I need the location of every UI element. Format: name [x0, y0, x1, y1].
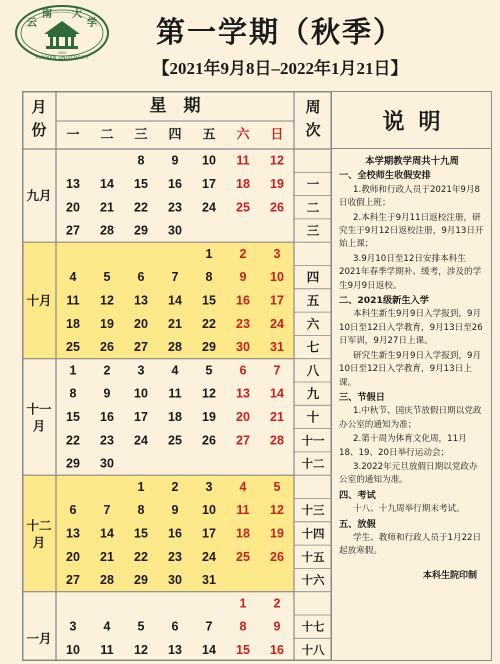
- notes-section-item: 学生、教师和行政人员于1月22日起放寒假。: [339, 532, 482, 557]
- day-number: 16: [100, 409, 114, 424]
- header: [0, 0, 500, 86]
- week-number: 三: [306, 223, 320, 239]
- day-number: 8: [137, 503, 145, 518]
- day-number: 3: [205, 479, 213, 494]
- day-number: 13: [66, 526, 80, 541]
- day-number: 4: [69, 270, 77, 285]
- weekday-label: 日: [270, 127, 284, 143]
- notes-sections: [339, 169, 485, 558]
- week-header-char: 周: [305, 98, 321, 116]
- day-number: 13: [66, 176, 80, 191]
- day-number: 18: [168, 409, 182, 424]
- week-number: 二: [306, 199, 320, 215]
- day-number: 6: [69, 503, 77, 518]
- month-label: 十二: [26, 517, 52, 533]
- day-number: 22: [202, 316, 216, 331]
- day-number: 21: [168, 316, 182, 331]
- university-logo: [14, 4, 110, 62]
- day-number: 23: [236, 316, 250, 331]
- day-number: 26: [270, 549, 284, 564]
- logo-en-text: YUNNAN UNIVERSITY: [35, 56, 89, 61]
- month-label: 十月: [26, 292, 52, 308]
- week-number: 十六: [301, 573, 325, 588]
- day-number: 28: [100, 573, 114, 588]
- week-number: 四: [306, 269, 320, 285]
- day-number: 14: [100, 526, 114, 541]
- day-number: 16: [270, 642, 284, 657]
- day-number: 17: [202, 176, 216, 191]
- day-number: 17: [270, 293, 284, 308]
- week-number: 一: [306, 176, 320, 192]
- notes-section-item: 十八、十九周举行期末考试。: [353, 504, 465, 515]
- week-number: 八: [306, 362, 320, 378]
- day-number: 20: [66, 200, 80, 215]
- day-number: 31: [202, 573, 216, 588]
- day-number: 7: [171, 270, 179, 285]
- date-range-subtitle: 【2021年9月8日–2022年1月21日】: [152, 59, 408, 78]
- day-number: 21: [100, 200, 114, 215]
- notes-footer: 本科生院印制: [422, 570, 477, 581]
- day-number: 3: [273, 246, 281, 261]
- day-number: 30: [100, 456, 114, 471]
- weekday-label: 二: [100, 127, 114, 143]
- day-number: 2: [171, 479, 179, 494]
- week-number: 六: [306, 316, 320, 332]
- logo-cn-char-3: 大: [72, 9, 82, 20]
- day-number: 24: [202, 549, 216, 564]
- day-number: 1: [69, 363, 77, 378]
- day-number: 25: [236, 549, 250, 564]
- day-number: 9: [103, 386, 111, 401]
- day-number: 24: [270, 316, 284, 331]
- day-number: 30: [168, 223, 182, 238]
- day-number: 14: [100, 176, 114, 191]
- day-number: 26: [202, 433, 216, 448]
- week-number: 十四: [301, 526, 325, 541]
- notes-section-item: 2.第十周为体育文化周，11月18、19、20日举行运动会；: [339, 434, 467, 458]
- notes-section-item: 本科生新生9月9日入学报到，9月10日至12日入学教育，9月13日至26日军训，9月27日上课。: [339, 309, 483, 347]
- notes-header: 说明: [332, 91, 492, 149]
- day-number: 2: [273, 596, 281, 611]
- notes-section-item: 1.中秋节、国庆节放假日期以党政办公室的通知为准；: [339, 406, 482, 430]
- semester-calendar: [22, 91, 332, 661]
- day-number: 2: [239, 246, 247, 261]
- day-number: 5: [137, 619, 145, 634]
- day-number: 8: [239, 619, 247, 634]
- day-number: 11: [100, 642, 114, 657]
- day-number: 18: [66, 316, 80, 331]
- day-number: 28: [100, 223, 114, 238]
- day-number: 21: [270, 409, 284, 424]
- day-number: 12: [270, 153, 284, 168]
- day-number: 26: [100, 340, 114, 355]
- day-number: 28: [168, 340, 182, 355]
- day-number: 8: [205, 270, 213, 285]
- weekday-label: 一: [66, 127, 80, 143]
- month-header-char: 月: [31, 98, 47, 116]
- week-number: 十三: [301, 503, 325, 518]
- day-number: 9: [171, 153, 179, 168]
- day-number: 23: [100, 433, 114, 448]
- day-number: 9: [239, 270, 247, 285]
- day-number: 5: [273, 479, 281, 494]
- day-number: 10: [66, 642, 80, 657]
- week-number: 九: [306, 386, 320, 402]
- day-number: 20: [66, 549, 80, 564]
- week-number: 十五: [301, 549, 325, 564]
- day-number: 22: [134, 549, 148, 564]
- day-number: 29: [202, 340, 216, 355]
- week-number: 十二: [301, 456, 325, 471]
- day-number: 15: [202, 293, 216, 308]
- day-number: 8: [137, 153, 145, 168]
- day-number: 22: [66, 433, 80, 448]
- notes-panel: [332, 149, 492, 661]
- day-number: 18: [236, 176, 250, 191]
- day-number: 31: [270, 340, 284, 355]
- day-number: 26: [270, 200, 284, 215]
- day-number: 1: [137, 479, 145, 494]
- day-number: 11: [236, 153, 250, 168]
- day-number: 6: [137, 270, 145, 285]
- weekday-label: 六: [236, 127, 250, 143]
- day-number: 15: [66, 409, 80, 424]
- day-number: 16: [236, 293, 250, 308]
- day-number: 12: [270, 503, 284, 518]
- day-number: 12: [100, 293, 114, 308]
- day-number: 17: [134, 409, 148, 424]
- notes-section-title: 四、考试: [339, 489, 376, 501]
- day-number: 29: [134, 223, 148, 238]
- month-label: 十一: [26, 401, 52, 417]
- day-number: 11: [66, 293, 80, 308]
- logo-year: 1923: [57, 51, 67, 55]
- day-number: 21: [100, 549, 114, 564]
- day-number: 2: [103, 363, 111, 378]
- week-header-char: 次: [305, 121, 321, 139]
- day-number: 28: [270, 433, 284, 448]
- day-number: 13: [236, 386, 250, 401]
- day-number: 15: [236, 642, 250, 657]
- week-number: 七: [306, 339, 320, 355]
- weekday-header: 星 期: [149, 96, 201, 116]
- month-header-char: 份: [31, 121, 47, 139]
- day-number: 7: [205, 619, 213, 634]
- day-number: 16: [168, 176, 182, 191]
- month-label: 九月: [26, 188, 52, 204]
- day-number: 9: [171, 503, 179, 518]
- notes-section-item: 3.2022年元旦放假日期以党政办公室的通知为准。: [339, 461, 478, 486]
- day-number: 20: [236, 409, 250, 424]
- day-number: 14: [202, 642, 216, 657]
- day-number: 10: [134, 386, 148, 401]
- week-number: 十: [306, 409, 320, 425]
- day-number: 5: [205, 363, 213, 378]
- day-number: 30: [168, 573, 182, 588]
- notes-section-title: 一、全校师生收假安排: [339, 170, 431, 182]
- page-title: 第一学期（秋季）: [155, 15, 404, 49]
- university-emblem-icon: [14, 4, 110, 62]
- day-number: 10: [202, 153, 216, 168]
- month-label: 月: [32, 418, 46, 434]
- notes-lead: 本学期教学周共十九周: [365, 156, 459, 167]
- day-number: 7: [273, 363, 281, 378]
- day-number: 19: [270, 176, 284, 191]
- day-number: 12: [134, 642, 148, 657]
- notes-section-title: 二、2021级新生入学: [339, 295, 429, 307]
- day-number: 15: [134, 526, 148, 541]
- day-number: 16: [168, 526, 182, 541]
- month-label: 月: [32, 534, 46, 550]
- day-number: 10: [270, 270, 284, 285]
- day-number: 4: [171, 363, 179, 378]
- month-highlight: [22, 475, 294, 592]
- week-number: 五: [306, 292, 320, 308]
- day-number: 13: [168, 642, 182, 657]
- day-number: 13: [134, 293, 148, 308]
- day-number: 7: [103, 503, 111, 518]
- day-number: 9: [273, 619, 281, 634]
- day-number: 19: [100, 316, 114, 331]
- notes-section-item: 1.教师和行政人员于2021年9月8日收假上班；: [339, 184, 480, 209]
- month-highlight: [22, 242, 294, 359]
- weekday-label: 四: [168, 127, 182, 143]
- week-number: 十七: [301, 619, 325, 634]
- day-number: 15: [134, 176, 148, 191]
- day-number: 19: [270, 526, 284, 541]
- notes-section-item: 3.9月10日至12日安排本科生2021年春季学期补、缓考，涉及的学生9月9日返校。: [339, 253, 482, 291]
- day-number: 4: [239, 479, 247, 494]
- day-number: 14: [270, 386, 284, 401]
- day-number: 27: [66, 573, 80, 588]
- day-number: 12: [202, 386, 216, 401]
- notes-section-item: 2.本科生于9月11日返校注册，研究生于9月12日返校注册，9月13日开始上课；: [339, 212, 484, 250]
- day-number: 14: [168, 293, 182, 308]
- logo-cn-char-1: 云: [27, 18, 37, 29]
- day-number: 10: [202, 503, 216, 518]
- day-number: 6: [171, 619, 179, 634]
- day-number: 27: [236, 433, 250, 448]
- day-number: 25: [168, 433, 182, 448]
- day-number: 1: [205, 246, 213, 261]
- day-number: 18: [236, 526, 250, 541]
- day-number: 1: [239, 596, 247, 611]
- day-number: 6: [239, 363, 247, 378]
- day-number: 11: [168, 386, 182, 401]
- day-number: 20: [134, 316, 148, 331]
- day-number: 27: [134, 340, 148, 355]
- weekday-label: 三: [134, 127, 148, 143]
- day-number: 29: [134, 573, 148, 588]
- day-number: 30: [236, 340, 250, 355]
- month-label: 一月: [26, 630, 52, 646]
- notes-section-title: 三、节假日: [339, 391, 385, 403]
- day-number: 25: [236, 200, 250, 215]
- day-number: 22: [134, 200, 148, 215]
- notes-section-item: 研究生新生9月9日入学报到，9月10日至12日入学教育，9月13日上课。: [339, 350, 482, 388]
- day-number: 8: [69, 386, 77, 401]
- logo-cn-char-2: 南: [42, 9, 52, 20]
- day-number: 17: [202, 526, 216, 541]
- logo-cn-char-4: 学: [87, 18, 97, 29]
- calendar-grid: [22, 91, 332, 661]
- weekday-label: 五: [202, 127, 216, 143]
- day-number: 5: [103, 270, 111, 285]
- day-number: 23: [168, 200, 182, 215]
- day-number: 24: [134, 433, 148, 448]
- day-number: 29: [66, 456, 80, 471]
- day-number: 27: [66, 223, 80, 238]
- day-number: 24: [202, 200, 216, 215]
- day-number: 19: [202, 409, 216, 424]
- day-number: 3: [69, 619, 77, 634]
- notes-section-title: 五、放假: [339, 518, 376, 530]
- week-number: 十八: [301, 642, 325, 657]
- day-number: 3: [137, 363, 145, 378]
- day-number: 23: [168, 549, 182, 564]
- day-number: 25: [66, 340, 80, 355]
- day-number: 11: [236, 503, 250, 518]
- week-number: 十一: [301, 433, 325, 448]
- day-number: 4: [103, 619, 111, 634]
